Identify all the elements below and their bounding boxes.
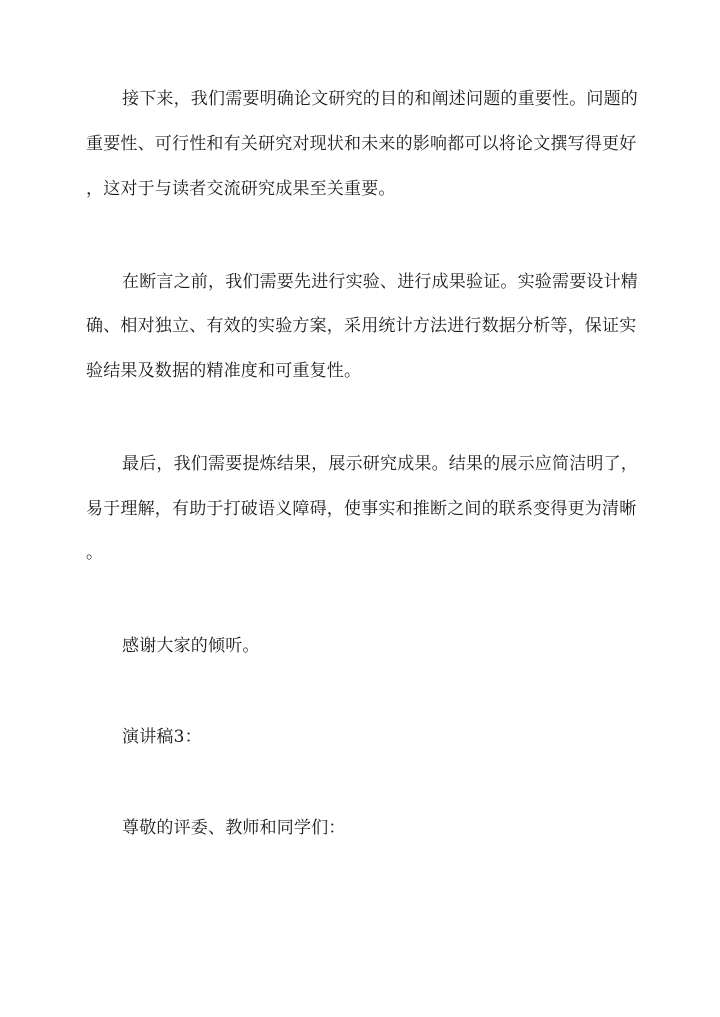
- paragraph-1-line-3: ，这对于与读者交流研究成果至关重要。: [86, 179, 396, 199]
- paragraph-3-line-2: 易于理解，有助于打破语义障碍，使事实和推断之间的联系变得更为清晰: [86, 499, 637, 519]
- paragraph-1-line-2: 重要性、可行性和有关研究对现状和未来的影响都可以将论文撰写得更好: [86, 134, 637, 154]
- speech-heading: 演讲稿3：: [122, 727, 202, 747]
- paragraph-2-line-1: 在断言之前，我们需要先进行实验、进行成果验证。实验需要设计精: [122, 272, 638, 292]
- paragraph-3-line-1: 最后，我们需要提炼结果，展示研究成果。结果的展示应简洁明了，: [122, 454, 638, 474]
- salutation: 尊敬的评委、教师和同学们：: [122, 818, 346, 838]
- paragraph-1-line-1: 接下来，我们需要明确论文研究的目的和阐述问题的重要性。问题的: [122, 89, 638, 109]
- closing-thanks: 感谢大家的倾听。: [122, 636, 260, 656]
- paragraph-3-line-3: 。: [86, 543, 104, 563]
- paragraph-2-line-3: 验结果及数据的精准度和可重复性。: [86, 361, 362, 381]
- paragraph-2-line-2: 确、相对独立、有效的实验方案，采用统计方法进行数据分析等，保证实: [86, 316, 637, 336]
